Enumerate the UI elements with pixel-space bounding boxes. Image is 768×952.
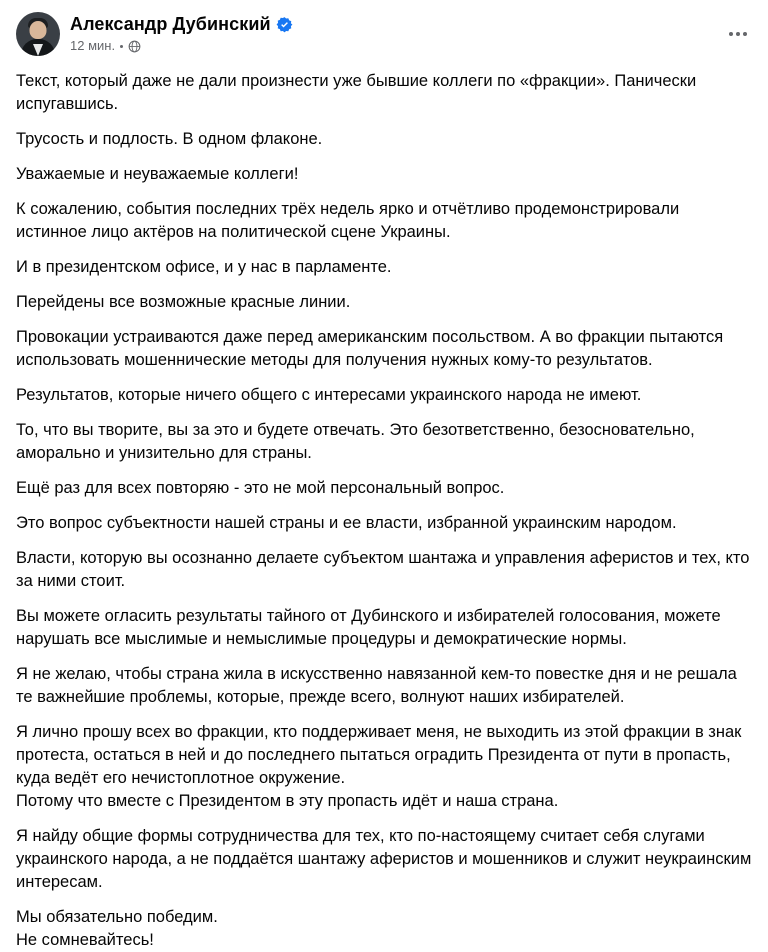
post-paragraph: Текст, который даже не дали произнести уже бывшие коллеги по «фракции». Панически испугавшись. — [16, 72, 701, 113]
post-paragraph: Я найду общие формы сотрудничества для тех, кто по-настоящему считает себя слугами украинского народа, а не поддаётся шантажу аферистов и мошенников и служит неукраинским интересам. — [16, 827, 756, 891]
post-paragraph: Я лично прошу всех во фракции, кто поддерживает меня, не выходить из этой фракции в знак протеста, остаться в ней и до последнего пытаться оградить Президента от пути в пропасть, куда ведёт его нечистоплотное окружение. — [16, 723, 746, 787]
post-paragraph: К сожалению, события последних трёх недель ярко и отчётливо продемонстрировали истинное лицо актёров на политической сцене Украины. — [16, 200, 684, 241]
post-paragraph: Я не желаю, чтобы страна жила в искусственно навязанной кем-то повестке дня и не решала те важнейшие проблемы, которые, прежде всего, волнуют наших избирателей. — [16, 665, 742, 706]
post-paragraph: Мы обязательно победим. — [16, 908, 218, 926]
post-paragraph: Потому что вместе с Президентом в эту пропасть идёт и наша страна. — [16, 792, 559, 810]
post-paragraph: Уважаемые и неуважаемые коллеги! — [16, 165, 299, 183]
globe-icon[interactable] — [128, 40, 141, 53]
post-paragraph: Власти, которую вы осознанно делаете субъектом шантажа и управления аферистов и тех, кто за ними стоит. — [16, 549, 755, 590]
more-options-dot — [736, 32, 740, 36]
verified-badge-icon — [276, 16, 293, 33]
post-paragraph: Результатов, которые ничего общего с интересами украинского народа не имеют. — [16, 386, 642, 404]
author-name[interactable]: Александр Дубинский — [70, 14, 271, 34]
post-meta — [70, 38, 293, 54]
post-paragraph: И в президентском офисе, и у нас в парламенте. — [16, 258, 392, 276]
author-row — [70, 13, 293, 35]
post-header-text — [70, 12, 293, 54]
post-paragraph: Не сомневайтесь! — [16, 931, 154, 949]
post-header — [16, 12, 752, 62]
post-paragraph: Провокации устраиваются даже перед американским посольством. А во фракции пытаются использовать мошеннические методы для получения нужных кому-то результатов. — [16, 328, 728, 369]
avatar-face — [30, 21, 47, 39]
post-paragraph: Ещё раз для всех повторяю - это не мой персональный вопрос. — [16, 479, 505, 497]
post-timestamp[interactable]: 12 мин. — [70, 38, 116, 53]
meta-separator-dot — [120, 45, 123, 48]
avatar[interactable] — [16, 12, 60, 56]
post-paragraph: То, что вы творите, вы за это и будете отвечать. Это безответственно, безосновательно, аморально и унизительно для страны. — [16, 421, 700, 462]
post-paragraph: Трусость и подлость. В одном флаконе. — [16, 130, 323, 148]
more-options-dot — [729, 32, 733, 36]
post-paragraph: Перейдены все возможные красные линии. — [16, 293, 351, 311]
more-options-button[interactable] — [722, 18, 754, 50]
more-options-dot — [743, 32, 747, 36]
post-paragraph: Вы можете огласить результаты тайного от Дубинского и избирателей голосования, можете нарушать все мыслимые и немыслимые процедуры и демократические нормы. — [16, 607, 726, 648]
post-text-body — [16, 62, 756, 952]
post-paragraph: Это вопрос субъектности нашей страны и ее власти, избранной украинским народом. — [16, 514, 677, 532]
